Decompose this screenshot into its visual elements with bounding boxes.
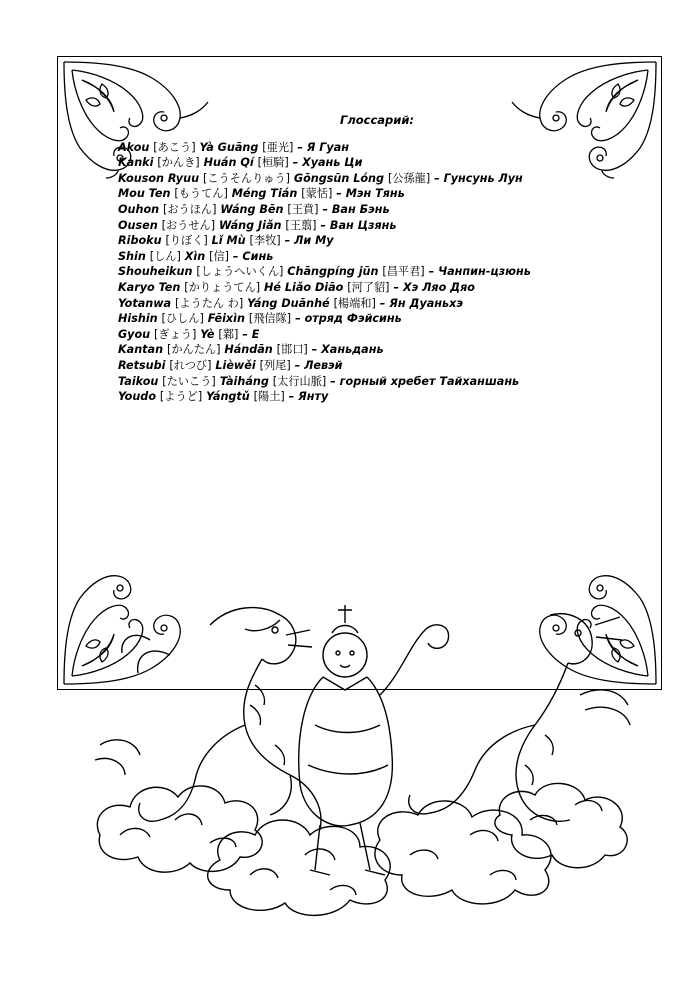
entry-russian: Мэн Тянь bbox=[345, 187, 405, 201]
glossary-entry bbox=[118, 186, 638, 202]
glossary-entry bbox=[118, 389, 638, 405]
glossary-entry bbox=[118, 296, 638, 312]
entry-pinyin: Chāngpíng jūn bbox=[287, 265, 379, 279]
entry-separator: – bbox=[232, 249, 239, 263]
entry-romaji: Mou Ten bbox=[118, 187, 171, 201]
entry-romaji: Kanki bbox=[118, 156, 154, 170]
entry-kana: [おうほん] bbox=[163, 202, 217, 216]
entry-separator: – bbox=[297, 140, 303, 154]
entry-pinyin: Wáng Bēn bbox=[220, 202, 284, 216]
right-dragon-icon bbox=[409, 614, 630, 822]
entry-kana: [かんたん] bbox=[166, 343, 221, 357]
glossary-entry bbox=[118, 140, 638, 156]
glossary-entry bbox=[118, 374, 638, 390]
entry-russian: Хуань Ци bbox=[302, 156, 363, 170]
entry-hanzi: [列尾] bbox=[259, 358, 291, 372]
entry-romaji: Youdo bbox=[118, 390, 157, 404]
entry-hanzi: [昌平君] bbox=[382, 265, 425, 279]
entry-hanzi: [河了貂] bbox=[347, 280, 390, 294]
entry-kana: [ようど] bbox=[159, 390, 203, 404]
glossary-entry bbox=[118, 218, 638, 234]
glossary-entry bbox=[118, 327, 638, 343]
entry-kana: [かんき] bbox=[157, 156, 200, 170]
glossary-entry bbox=[118, 249, 638, 265]
glossary-entry bbox=[118, 264, 638, 280]
entry-russian: Ханьдань bbox=[321, 343, 384, 357]
left-dragon-icon bbox=[95, 608, 321, 830]
entry-separator: – bbox=[295, 312, 301, 326]
entry-romaji: Karyo Ten bbox=[118, 280, 181, 294]
entry-pinyin: Yà Guāng bbox=[199, 140, 259, 154]
entry-russian: Гунсунь Лун bbox=[443, 171, 523, 185]
entry-kana: [こうそんりゅう] bbox=[202, 171, 290, 185]
entry-russian: Я Гуан bbox=[306, 140, 349, 154]
entry-separator: – bbox=[242, 327, 248, 341]
entry-romaji: Ousen bbox=[118, 218, 158, 232]
entry-pinyin: Xìn bbox=[184, 249, 206, 263]
entry-separator: – bbox=[393, 280, 400, 294]
entry-hanzi: [亜光] bbox=[262, 140, 294, 154]
entry-romaji: Shouheikun bbox=[118, 265, 193, 279]
entry-kana: [たいこう] bbox=[162, 374, 216, 388]
glossary-entry bbox=[118, 311, 638, 327]
entry-pinyin: Yáng Duānhé bbox=[247, 296, 330, 310]
entry-romaji: Shin bbox=[118, 249, 146, 263]
entry-pinyin: Yè bbox=[200, 327, 215, 341]
entry-russian: Чанпин-цзюнь bbox=[438, 265, 531, 279]
rider-figure-icon bbox=[299, 605, 449, 875]
glossary-entry bbox=[118, 280, 638, 296]
entry-pinyin: Wáng Jiǎn bbox=[218, 218, 282, 232]
entry-pinyin: Hé Liǎo Diāo bbox=[264, 280, 344, 294]
dragons-and-rider-on-clouds-icon bbox=[80, 585, 640, 925]
entry-separator: – bbox=[434, 171, 440, 185]
entry-kana: [ようたん わ] bbox=[175, 296, 244, 310]
entry-kana: [あこう] bbox=[153, 140, 196, 154]
entry-russian: Ван Цзянь bbox=[329, 218, 397, 232]
entry-kana: [れつび] bbox=[169, 358, 212, 372]
glossary-title: Глоссарий: bbox=[340, 113, 414, 127]
entry-separator: – bbox=[311, 343, 318, 357]
entry-romaji: Taikou bbox=[118, 374, 159, 388]
entry-hanzi: [鄴] bbox=[218, 327, 239, 341]
entry-romaji: Retsubi bbox=[118, 358, 166, 372]
entry-hanzi: [信] bbox=[209, 249, 230, 263]
entry-russian: Синь bbox=[242, 249, 274, 263]
entry-pinyin: Huán Qí bbox=[203, 156, 254, 170]
cloud-icon bbox=[375, 801, 551, 904]
entry-separator: – bbox=[322, 202, 328, 216]
glossary-entry bbox=[118, 342, 638, 358]
entry-romaji: Akou bbox=[118, 140, 150, 154]
entry-romaji: Kouson Ryuu bbox=[118, 171, 200, 185]
entry-hanzi: [李牧] bbox=[249, 234, 281, 248]
entry-kana: [ひしん] bbox=[161, 312, 204, 326]
entry-separator: – bbox=[288, 390, 295, 404]
glossary-entry bbox=[118, 358, 638, 374]
entry-hanzi: [陽土] bbox=[253, 390, 285, 404]
entry-separator: – bbox=[294, 358, 301, 372]
glossary-entry bbox=[118, 171, 638, 187]
entry-separator: – bbox=[284, 234, 291, 248]
entry-russian: Янту bbox=[298, 390, 329, 404]
entry-hanzi: [飛信隊] bbox=[248, 312, 292, 326]
entry-hanzi: [王賁] bbox=[287, 202, 319, 216]
entry-separator: – bbox=[330, 374, 336, 388]
entry-romaji: Riboku bbox=[118, 234, 162, 248]
entry-separator: – bbox=[336, 187, 342, 201]
entry-pinyin: Hándān bbox=[224, 343, 273, 357]
entry-kana: [もうてん] bbox=[174, 187, 228, 201]
entry-romaji: Yotanwa bbox=[118, 296, 172, 310]
entry-hanzi: [楊端和] bbox=[333, 296, 376, 310]
entry-separator: – bbox=[379, 296, 386, 310]
entry-kana: [かりょうてん] bbox=[184, 280, 261, 294]
entry-separator: – bbox=[320, 218, 327, 232]
entry-separator: – bbox=[292, 156, 299, 170]
glossary-entry bbox=[118, 233, 638, 249]
entry-kana: [しょうへいくん] bbox=[196, 265, 284, 279]
entry-romaji: Ouhon bbox=[118, 202, 160, 216]
cloud-icon bbox=[97, 786, 262, 872]
entry-pinyin: Tàiháng bbox=[219, 374, 269, 388]
entry-kana: [ぎょう] bbox=[154, 327, 197, 341]
entry-hanzi: [蒙恬] bbox=[301, 187, 333, 201]
entry-russian: Ли Му bbox=[294, 234, 334, 248]
entry-kana: [しん] bbox=[149, 249, 181, 263]
entry-kana: [りぼく] bbox=[165, 234, 208, 248]
entry-russian: Ян Дуаньхэ bbox=[389, 296, 463, 310]
cloud-icon bbox=[495, 783, 627, 867]
entry-russian: Хэ Ляо Дяо bbox=[402, 280, 475, 294]
entry-hanzi: [桓騎] bbox=[257, 156, 289, 170]
entry-hanzi: [邯口] bbox=[276, 343, 308, 357]
entry-romaji: Kantan bbox=[118, 343, 164, 357]
entry-pinyin: Méng Tián bbox=[231, 187, 298, 201]
glossary-entry bbox=[118, 202, 638, 218]
entry-pinyin: Gōngsūn Lóng bbox=[293, 171, 385, 185]
entry-hanzi: [太行山脈] bbox=[272, 374, 327, 388]
entry-pinyin: Yángtǔ bbox=[206, 390, 250, 404]
entry-russian: Е bbox=[251, 327, 260, 341]
entry-pinyin: Fēixìn bbox=[207, 312, 245, 326]
glossary-list bbox=[118, 140, 638, 405]
entry-romaji: Hishin bbox=[118, 312, 158, 326]
entry-hanzi: [王翦] bbox=[285, 218, 317, 232]
entry-russian: отряд Фэйсинь bbox=[304, 312, 402, 326]
glossary bbox=[118, 113, 638, 405]
entry-hanzi: [公孫龍] bbox=[387, 171, 431, 185]
entry-separator: – bbox=[428, 265, 435, 279]
entry-kana: [おうせん] bbox=[161, 218, 216, 232]
entry-pinyin: Lǐ Mù bbox=[211, 234, 246, 248]
entry-russian: горный хребет Тайханшань bbox=[339, 374, 520, 388]
entry-romaji: Gyou bbox=[118, 327, 151, 341]
entry-russian: Ван Бэнь bbox=[331, 202, 390, 216]
glossary-entry bbox=[118, 155, 638, 171]
entry-russian: Левэй bbox=[304, 358, 343, 372]
entry-pinyin: Lièwěi bbox=[215, 358, 256, 372]
